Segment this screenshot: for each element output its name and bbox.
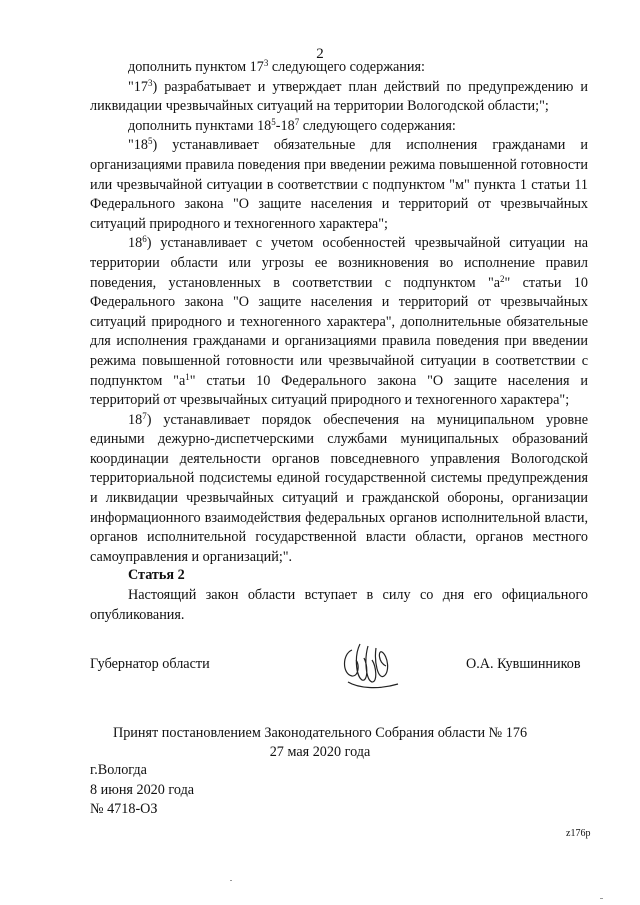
adoption-line-1: Принят постановлением Законодательного Собрания области № 176 <box>112 725 528 741</box>
article-2-text: Настоящий закон области вступает в силу со дня его официального опубликования. <box>90 587 588 623</box>
page-number: 2 <box>316 46 324 62</box>
superscript: 1 <box>185 371 190 382</box>
adoption-note <box>0 724 640 762</box>
city: г.Вологда <box>90 762 147 778</box>
superscript: 3 <box>147 77 153 88</box>
text-fragment: " статьи 10 Федерального закона "О защите населения и территорий от чрезвычайных ситуаций природного и техногенного характера"; <box>90 372 588 409</box>
text-fragment: " статьи 10 Федерального закона "О защите населения и территорий от чрезвычайных ситуаций природного и техногенного характера", дополнительные обязательные для исполнения гражданами и организациями правила поведения при введении режима повышенной готовности или чрезвычайной ситуации в соответствии с подпунктом "а <box>90 274 588 389</box>
article-2-title: Статья 2 <box>128 567 185 583</box>
document-code: z176p <box>566 828 591 839</box>
superscript: 5 <box>147 136 153 147</box>
text-fragment: дополнить пунктами 18 <box>128 117 272 134</box>
place-date-number <box>90 761 194 820</box>
text-fragment: 18 <box>128 235 143 252</box>
scan-artifact <box>230 880 232 881</box>
adoption-line-2: 27 мая 2020 года <box>269 744 371 760</box>
governor-name: О.А. Кувшинников <box>466 656 581 672</box>
superscript: 7 <box>142 410 147 421</box>
superscript: 6 <box>142 234 147 245</box>
text-fragment: ) устанавливает порядок обеспечения на муниципальном уровне едиными дежурно-диспетчерскими службами муниципальных образований координации деятельности органов повседневного управления Вологодской территориальной подсистемы единой государственной системы предупреждения и ликвидации чрезвычайных ситуаций и гражданской обороны, организации информационного взаимодействия федеральных органов исполнительной власти, органов исполнительной государственной власти области, органов местного самоуправления и организаций;". <box>90 411 588 565</box>
paragraph-18-5 <box>90 136 588 234</box>
governor-label: Губернатор области <box>90 656 210 672</box>
text-fragment: "17 <box>128 78 148 95</box>
text-fragment: следующего содержания: <box>299 117 456 134</box>
text-fragment: ) устанавливает с учетом особенностей чрезвычайной ситуации на территории области или угрозы ее возникновения во исполнение правил поведения, установленных в соответствии с подпунктом "а <box>90 235 588 291</box>
law-date: 8 июня 2020 года <box>90 781 195 798</box>
handwritten-signature <box>338 636 408 698</box>
text-fragment: 18 <box>128 411 143 428</box>
paragraph-add-17-3 <box>90 58 588 78</box>
text-fragment: ) устанавливает обязательные для исполнения гражданами и организациями правила поведения при введении режима повышенной готовности или чрезвычайной ситуации в соответствии с подпунктом "м" пункта 1 статьи 11 Федерального закона "О защите населения и территорий от чрезвычайных ситуаций природного и техногенного характера"; <box>90 137 588 232</box>
scan-artifact <box>600 898 603 899</box>
superscript: 3 <box>263 58 269 68</box>
text-fragment: ) разрабатывает и утверждает план действий по предупреждению и ликвидации чрезвычайных ситуаций на территории Вологодской области;"; <box>90 78 588 115</box>
text-fragment: "18 <box>128 137 148 154</box>
law-number: № 4718-ОЗ <box>90 801 158 817</box>
superscript: 7 <box>294 116 300 127</box>
paragraph-18-6 <box>90 234 588 410</box>
text-fragment: дополнить пунктом 17 <box>128 59 264 75</box>
paragraph-17-3 <box>90 78 588 117</box>
text-fragment: -18 <box>275 117 295 134</box>
paragraph-add-18 <box>90 117 588 137</box>
paragraph-18-7 <box>90 411 588 568</box>
amendments-text <box>90 58 588 567</box>
text-fragment: следующего содержания: <box>268 59 425 75</box>
superscript: 2 <box>500 273 505 284</box>
superscript: 5 <box>271 116 276 127</box>
